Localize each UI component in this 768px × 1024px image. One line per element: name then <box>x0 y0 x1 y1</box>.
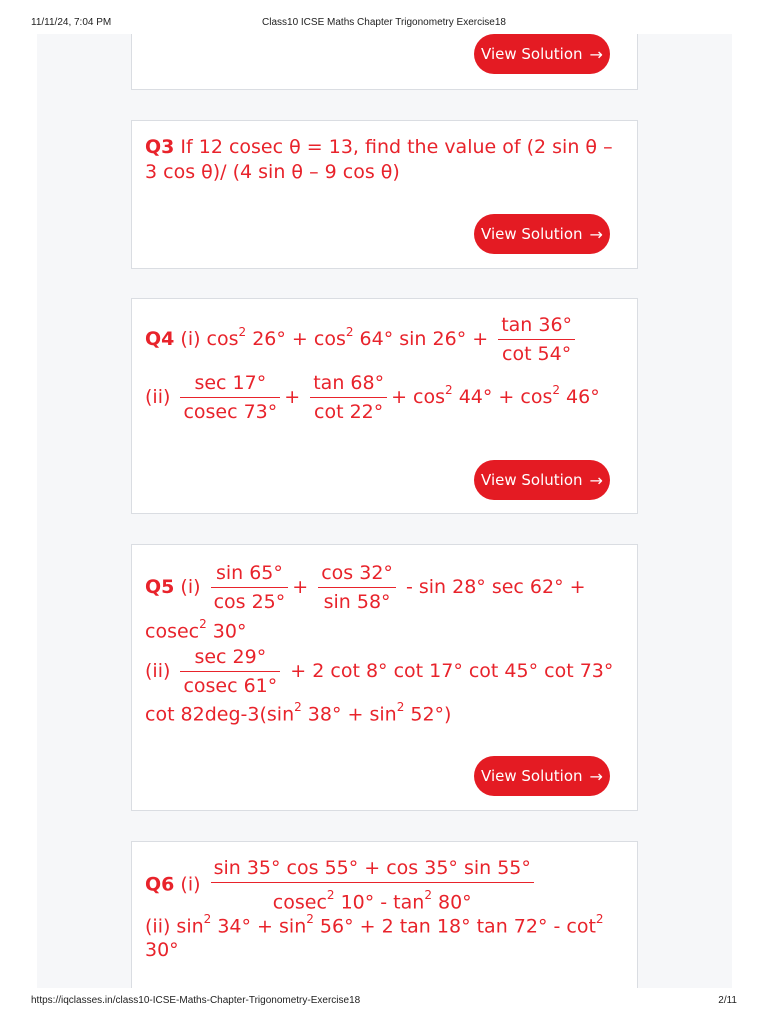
question-number: Q4 <box>145 328 175 350</box>
question-card-q6 <box>131 841 638 988</box>
question-line-q5-ii: (ii) $\frac{\sec 29^\circ}{cosec 61^\circ}$ + 2 cot 8° cot 17° cot 45° cot 73° <box>145 646 614 697</box>
view-solution-button-q5[interactable]: View Solution → <box>474 756 610 796</box>
question-line-q6-i: Q6 (i) $\frac{\sin 35^\circ \cos 55^\circ + \cos 35^\circ \sin 55^\circ}{cosec^2 10^\circ - \tan^2 80^\circ}$ <box>145 856 538 914</box>
fraction: $\frac{\tan 36^\circ}{\cot 54^\circ}$ <box>498 313 575 366</box>
arrow-right-icon: → <box>589 224 603 244</box>
arrow-right-icon: → <box>589 470 603 490</box>
question-line-q5-ii-cont: $\cot 82deg-3(\sin^2$ $38^\circ + \sin^2 52^\circ$) <box>145 700 452 726</box>
view-solution-button-q4[interactable]: View Solution → <box>474 460 610 500</box>
fraction: $\frac{\sec 17^\circ}{cosec 73^\circ}$ <box>180 371 280 424</box>
question-number: Q5 <box>145 576 175 598</box>
question-line-q4-ii: (ii) $\frac{\sec 17^\circ}{cosec 73^\circ}$ + $\frac{\tan 68^\circ}{\cot 22^\circ}$ + $\cos^2 44^\circ + \cos^2 46^\circ$ <box>145 372 600 423</box>
question-card-q2 <box>131 34 638 90</box>
print-datetime: 11/11/24, 7:04 PM <box>31 17 112 28</box>
print-url: https://iqclasses.in/class10-ICSE-Maths-Chapter-Trigonometry-Exercise18 <box>31 995 361 1006</box>
question-card-q5 <box>131 544 638 811</box>
print-title: Class10 ICSE Maths Chapter Trigonometry Exercise18 <box>262 17 506 28</box>
arrow-right-icon: → <box>589 44 603 64</box>
fraction: $\frac{\sin 35^\circ \cos 55^\circ + \cos 35^\circ \sin 55^\circ}{cosec^2 10^\circ - \tan^2 80^\circ}$ <box>211 856 534 914</box>
fraction: $\frac{\cos 32^\circ}{\sin 58^\circ}$ <box>318 561 396 614</box>
question-number: Q3 <box>145 136 175 158</box>
arrow-right-icon: → <box>589 766 603 786</box>
question-line-q6-ii-cont: 30° <box>145 939 179 961</box>
question-text-q3: Q3 If 12 cosec θ = 13, find the value of (2 sin θ – 3 cos θ)/ (4 sin θ – 9 cos θ) <box>145 136 613 183</box>
question-line-q4-i: Q4 (i) $\cos^2 26^\circ + \cos^2 64^\circ$ sin 26° + $\frac{\tan 36^\circ}{\cot 54^\circ}$ <box>145 313 579 366</box>
question-card-q3 <box>131 120 638 269</box>
view-solution-button-q3[interactable]: View Solution → <box>474 214 610 254</box>
view-solution-button-q2[interactable]: View Solution → <box>474 34 610 74</box>
question-line-q5-i: Q5 (i) $\frac{\sin 65^\circ}{\cos 25^\circ}$ + $\frac{\cos 32^\circ}{\sin 58^\circ}$ - sin 28° sec 62° + <box>145 562 586 613</box>
fraction: $\frac{\sec 29^\circ}{cosec 61^\circ}$ <box>180 645 280 698</box>
fraction: $\frac{\tan 68^\circ}{\cot 22^\circ}$ <box>310 371 387 424</box>
print-page-number: 2/11 <box>718 995 737 1006</box>
question-card-q4 <box>131 298 638 514</box>
fraction: $\frac{\sin 65^\circ}{\cos 25^\circ}$ <box>211 561 289 614</box>
question-line-q6-ii: (ii) $\sin^2 34^\circ + \sin^2 56^\circ + 2$ tan 18° $\tan 72^\circ - \cot^2$ <box>145 912 604 938</box>
question-line-q5-cont: cosec$^2$ 30° <box>145 617 247 643</box>
question-number: Q6 <box>145 873 175 896</box>
